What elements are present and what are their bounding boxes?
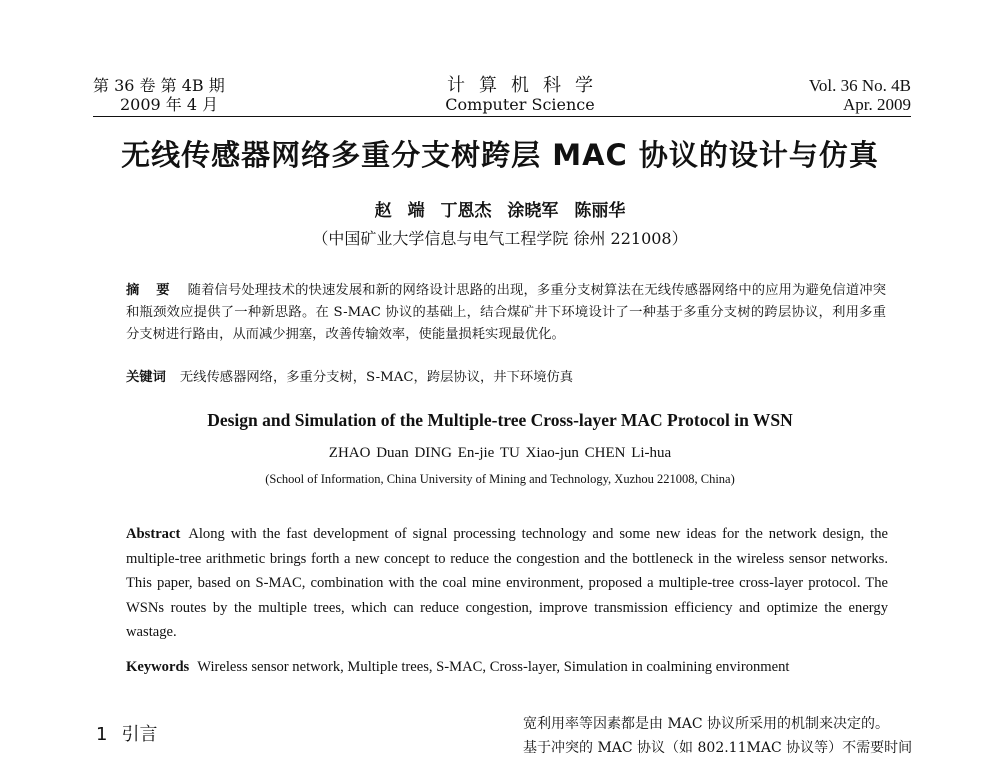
volume-en: Vol. 36 No. 4B (808, 76, 911, 95)
header-rule (93, 116, 911, 117)
title-cn: 无线传感器网络多重分支树跨层 MAC 协议的设计与仿真 (121, 138, 879, 172)
keywords-en-text: Wireless sensor network, Multiple trees, S-MAC, Cross-layer, Simulation in coalmining environment (197, 659, 790, 675)
authors-cn: 赵 端 丁恩杰 涂晓军 陈丽华 (374, 201, 626, 221)
abstract-en-text: Along with the fast development of signal processing technology and some new ideas for the network design, the multiple-tree arithmetic brings forth a new concept to reduce the congestion and the bottleneck in the wireless sensor networks. This paper, based on S-MAC, combination with the coal mine environment, proposed a multiple-tree cross-layer protocol. The WSNs routes by the multiple trees, which can reduce congestion, improve transmission efficiency and optimize the energy wastage. (126, 526, 888, 640)
section-title: 引言 (121, 724, 158, 745)
issue-volume: 第 36 卷 第 4B 期 (93, 76, 225, 95)
abstract-en (126, 522, 888, 645)
journal-issue (93, 76, 225, 114)
journal-name-en: Computer Science (445, 95, 595, 114)
keywords-cn-text: 无线传感器网络，多重分支树，S-MAC，跨层协议，井下环境仿真 (179, 370, 574, 385)
body-text-right-column (523, 712, 923, 760)
keywords-en-label: Keywords (126, 659, 190, 675)
abstract-cn-text: 随着信号处理技术的快速发展和新的网络设计思路的出现，多重分支树算法在无线传感器网络中的应用为避免信道冲突和瓶颈效应提供了一种新思路。在 S-MAC 协议的基础上，结合煤矿井下环境设计了一种基于多重分支树的跨层协议，利用多重分支树进行路由，从而减少拥塞，改善传输效率，使能量损耗实现最优化。 (126, 283, 886, 342)
issue-date: 2009 年 4 月 (120, 95, 219, 114)
section-heading (96, 720, 157, 746)
body-line: 宽利用率等因素都是由 MAC 协议所采用的机制来决定的。 (523, 716, 890, 732)
keywords-cn (126, 367, 886, 389)
keywords-en (126, 655, 888, 679)
section-number: 1 (96, 724, 108, 745)
abstract-cn (126, 280, 886, 346)
authors-en: ZHAO Duan DING En-jie TU Xiao-jun CHEN Li-hua (328, 445, 672, 461)
affiliation-cn: （中国矿业大学信息与电气工程学院 徐州 221008） (312, 229, 688, 248)
keywords-cn-label: 关键词 (126, 370, 166, 385)
journal-issue-en (809, 76, 911, 114)
abstract-cn-label: 摘 要 (126, 283, 176, 298)
abstract-en-label: Abstract (126, 526, 181, 542)
body-line: 基于冲突的 MAC 协议（如 802.11MAC 协议等）不需要时间 (523, 740, 913, 756)
journal-name-cn: 计算机科学 (447, 75, 607, 96)
date-en: Apr. 2009 (843, 95, 911, 114)
title-en: Design and Simulation of the Multiple-tree Cross-layer MAC Protocol in WSN (207, 410, 793, 430)
journal-name (400, 76, 640, 114)
affiliation-en: (School of Information, China University of Mining and Technology, Xuzhou 221008, China) (265, 472, 735, 486)
